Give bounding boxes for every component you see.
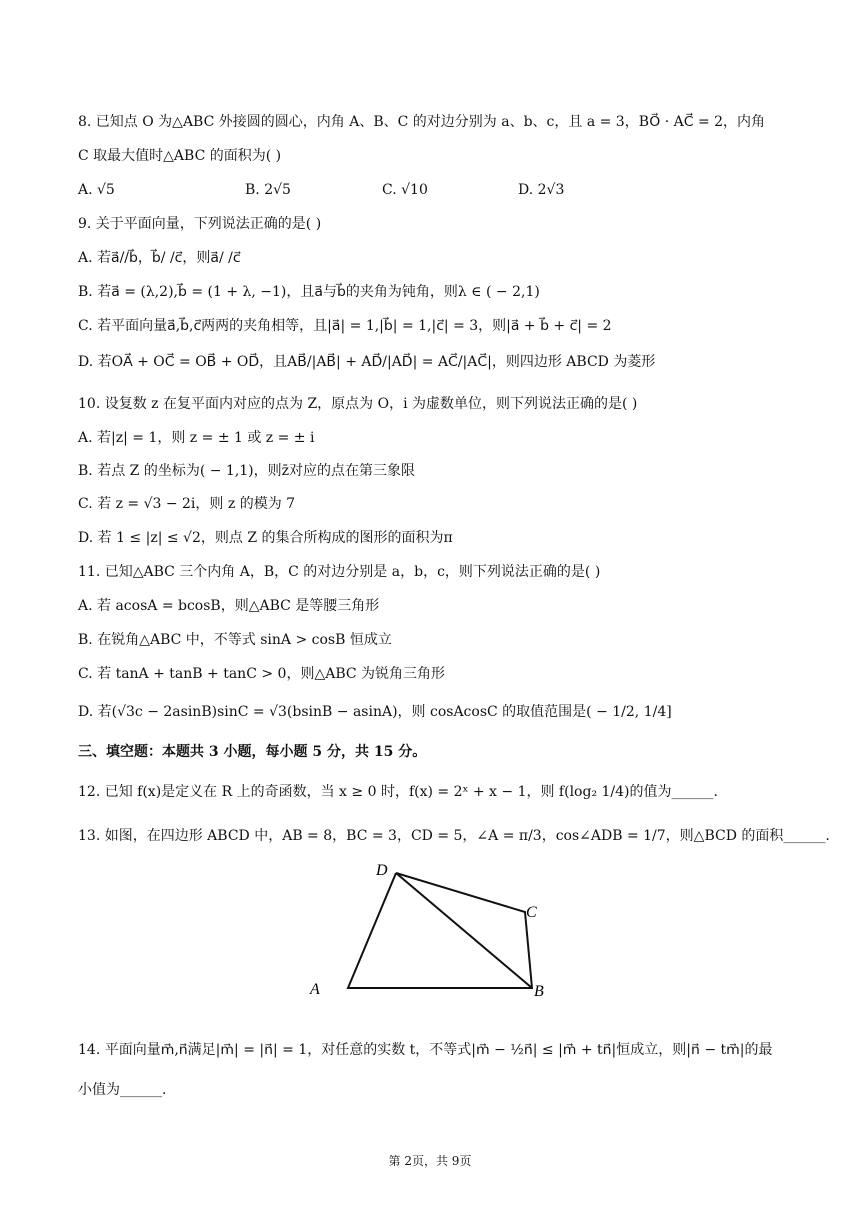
figure-edges xyxy=(348,873,532,988)
quadrilateral-figure xyxy=(300,855,560,1005)
q8-line1: 8. 已知点 O 为△ABC 外接圆的圆心，内角 A、B、C 的对边分别为 a、b、c，且 a = 3，BO⃗ · AC⃗ = 2，内角 xyxy=(78,114,766,130)
q8-line2: C 取最大值时△ABC 的面积为( ) xyxy=(78,148,282,164)
q10-option-b: B. 若点 Z 的坐标为( − 1,1)，则z̄对应的点在第三象限 xyxy=(78,463,416,479)
q10-stem: 10. 设复数 z 在复平面内对应的点为 Z，原点为 O，i 为虚数单位，则下列说法正确的是( ) xyxy=(78,396,638,412)
q8-option-d: D. 2√3 xyxy=(518,182,565,198)
q11-stem: 11. 已知△ABC 三个内角 A，B，C 的对边分别是 a，b，c，则下列说法正确的是( ) xyxy=(78,564,601,580)
q10-option-c: C. 若 z = √3 − 2i，则 z 的模为 7 xyxy=(78,496,296,512)
question-13: 13. 如图，在四边形 ABCD 中，AB = 8，BC = 3，CD = 5，∠A = π/3，cos∠ADB = 1/7，则△BCD 的面积______. xyxy=(78,828,830,844)
q11-option-a: A. 若 acosA = bcosB，则△ABC 是等腰三角形 xyxy=(78,598,380,614)
figure-label-a: A xyxy=(310,981,320,998)
figure-label-d: D xyxy=(376,862,388,879)
q14-line2: 小值为______. xyxy=(78,1082,167,1098)
q11-option-d: D. 若(√3c − 2asinB)sinC = √3(bsinB − asinA)，则 cosAcosC 的取值范围是( − 1/2, 1/4] xyxy=(78,704,672,720)
figure-label-c: C xyxy=(526,904,537,921)
q11-option-b: B. 在锐角△ABC 中，不等式 sinA > cosB 恒成立 xyxy=(78,632,392,648)
q10-option-a: A. 若|z| = 1，则 z = ± 1 或 z = ± i xyxy=(78,430,315,446)
section-heading-fill-in: 三、填空题：本题共 3 小题，每小题 5 分，共 15 分。 xyxy=(78,744,427,760)
q9-stem: 9. 关于平面向量，下列说法正确的是( ) xyxy=(78,216,322,232)
q9-option-b: B. 若a⃗ = (λ,2),b⃗ = (1 + λ, −1)，且a⃗与b⃗的夹角为钝角，则λ ∈ ( − 2,1) xyxy=(78,284,540,300)
q8-option-c: C. √10 xyxy=(382,182,428,198)
q8-option-b: B. 2√5 xyxy=(245,182,291,198)
q9-option-a: A. 若a⃗//b⃗，b⃗/ /c⃗，则a⃗/ /c⃗ xyxy=(78,250,241,266)
question-12: 12. 已知 f(x)是定义在 R 上的奇函数，当 x ≥ 0 时，f(x) = 2ˣ + x − 1，则 f(log₂ 1/4)的值为______. xyxy=(78,784,718,800)
page-footer: 第 2页，共 9页 xyxy=(388,1154,472,1168)
q14-line1: 14. 平面向量m⃗,n⃗满足|m⃗| = |n⃗| = 1，对任意的实数 t，不等式|m⃗ − ½n⃗| ≤ |m⃗ + tn⃗|恒成立，则|n⃗ − tm⃗|的最 xyxy=(78,1042,773,1058)
figure-label-b: B xyxy=(534,983,544,1000)
q11-option-c: C. 若 tanA + tanB + tanC > 0，则△ABC 为锐角三角形 xyxy=(78,666,446,682)
q8-option-a: A. √5 xyxy=(78,182,115,198)
q10-option-d: D. 若 1 ≤ |z| ≤ √2，则点 Z 的集合所构成的图形的面积为π xyxy=(78,530,453,546)
q9-option-d: D. 若OA⃗ + OC⃗ = OB⃗ + OD⃗，且AB⃗/|AB⃗| + AD⃗/|AD⃗| = AC⃗/|AC⃗|，则四边形 ABCD 为菱形 xyxy=(78,354,656,370)
q9-option-c: C. 若平面向量a⃗,b⃗,c⃗两两的夹角相等，且|a⃗| = 1,|b⃗| = 1,|c⃗| = 3，则|a⃗ + b⃗ + c⃗| = 2 xyxy=(78,318,612,334)
figure-diagonal-db xyxy=(396,873,532,988)
